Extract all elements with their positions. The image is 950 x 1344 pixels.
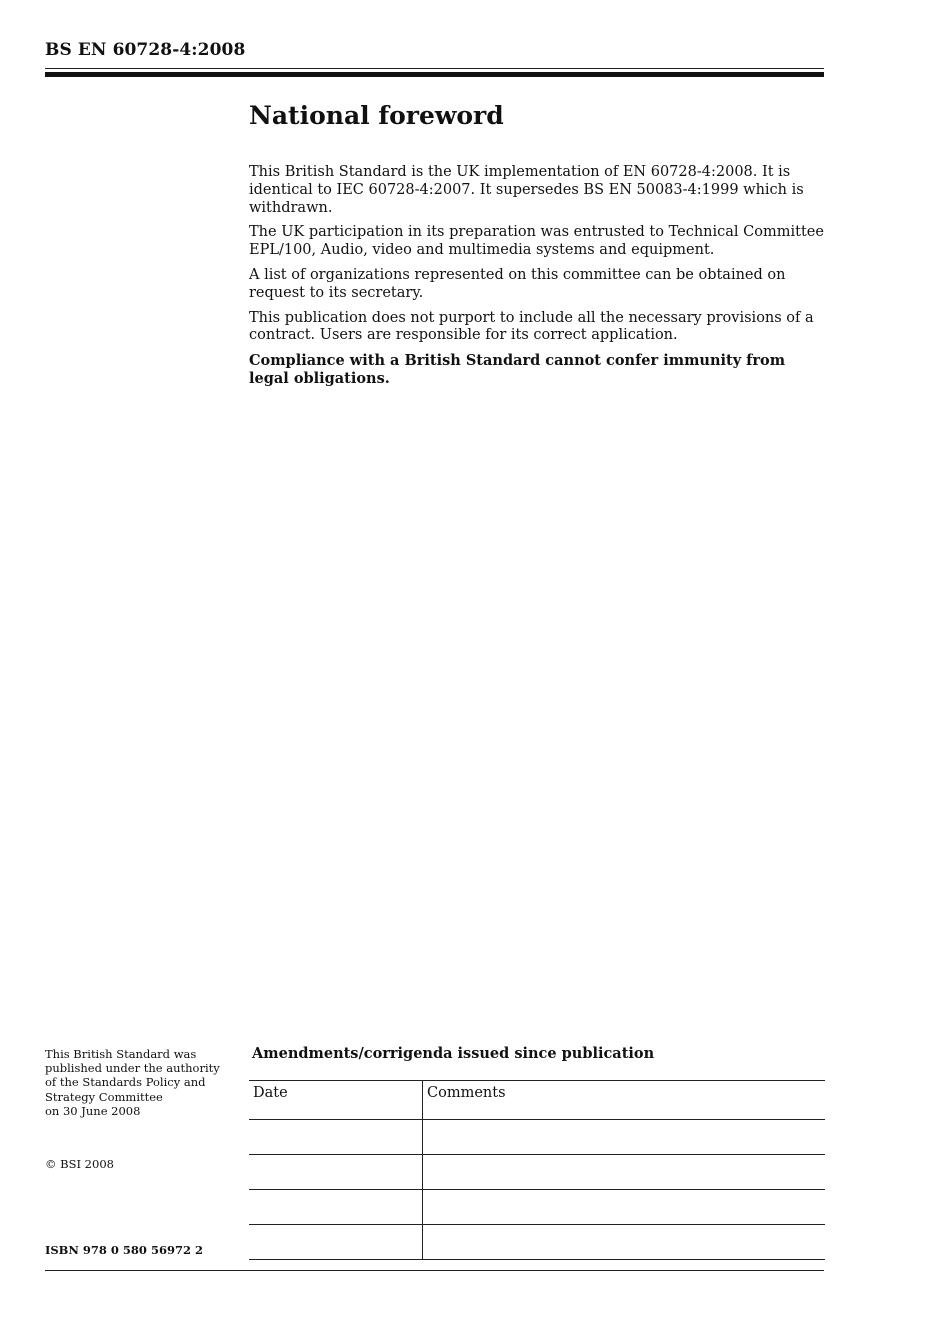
standard-number: BS EN 60728-4:2008 — [45, 40, 246, 60]
table-row — [249, 1155, 825, 1190]
header-rule-thick — [45, 72, 824, 77]
table-row — [249, 1225, 825, 1260]
isbn: ISBN 978 0 580 56972 2 — [45, 1243, 203, 1257]
comments-cell — [423, 1120, 826, 1155]
date-cell — [249, 1190, 423, 1225]
foreword-paragraph: This British Standard is the UK implementation of EN 60728-4:2008. It is identical to IEC 60728-4:2007. It supersedes BS EN 50083-4:1999 which is withdrawn. — [249, 164, 804, 216]
copyright-notice: © BSI 2008 — [45, 1157, 114, 1171]
amendments-table — [249, 1080, 825, 1260]
comments-cell — [423, 1155, 826, 1190]
foreword-paragraph: This publication does not purport to include all the necessary provisions of a contract. Users are responsible for its correct application. — [249, 309, 814, 344]
column-header-date: Date — [249, 1081, 423, 1120]
date-cell — [249, 1120, 423, 1155]
comments-cell — [423, 1190, 826, 1225]
table-header-row — [249, 1081, 825, 1120]
amendments-heading: Amendments/corrigenda issued since publication — [252, 1045, 655, 1062]
authority-line: on 30 June 2008 — [45, 1103, 141, 1118]
column-header-comments: Comments — [423, 1081, 826, 1120]
header-rule-thin — [45, 68, 824, 69]
comments-cell — [423, 1225, 826, 1260]
table-row — [249, 1190, 825, 1225]
date-cell — [249, 1155, 423, 1190]
foreword-body — [249, 164, 829, 395]
authority-line: Strategy Committee — [45, 1089, 163, 1104]
compliance-notice: Compliance with a British Standard cannot confer immunity from legal obligations. — [249, 352, 786, 387]
page-title: National foreword — [249, 101, 504, 130]
authority-line: published under the authority — [45, 1061, 220, 1076]
foreword-paragraph: The UK participation in its preparation was entrusted to Technical Committee EPL/100, Audio, video and multimedia systems and equipment. — [249, 224, 824, 259]
table-row — [249, 1120, 825, 1155]
authority-line: This British Standard was — [45, 1047, 197, 1061]
authority-line: of the Standards Policy and — [45, 1075, 206, 1090]
date-cell — [249, 1225, 423, 1260]
publication-authority-note — [45, 1047, 235, 1118]
footer-rule — [45, 1270, 824, 1271]
foreword-paragraph: A list of organizations represented on this committee can be obtained on request to its secretary. — [249, 266, 786, 301]
